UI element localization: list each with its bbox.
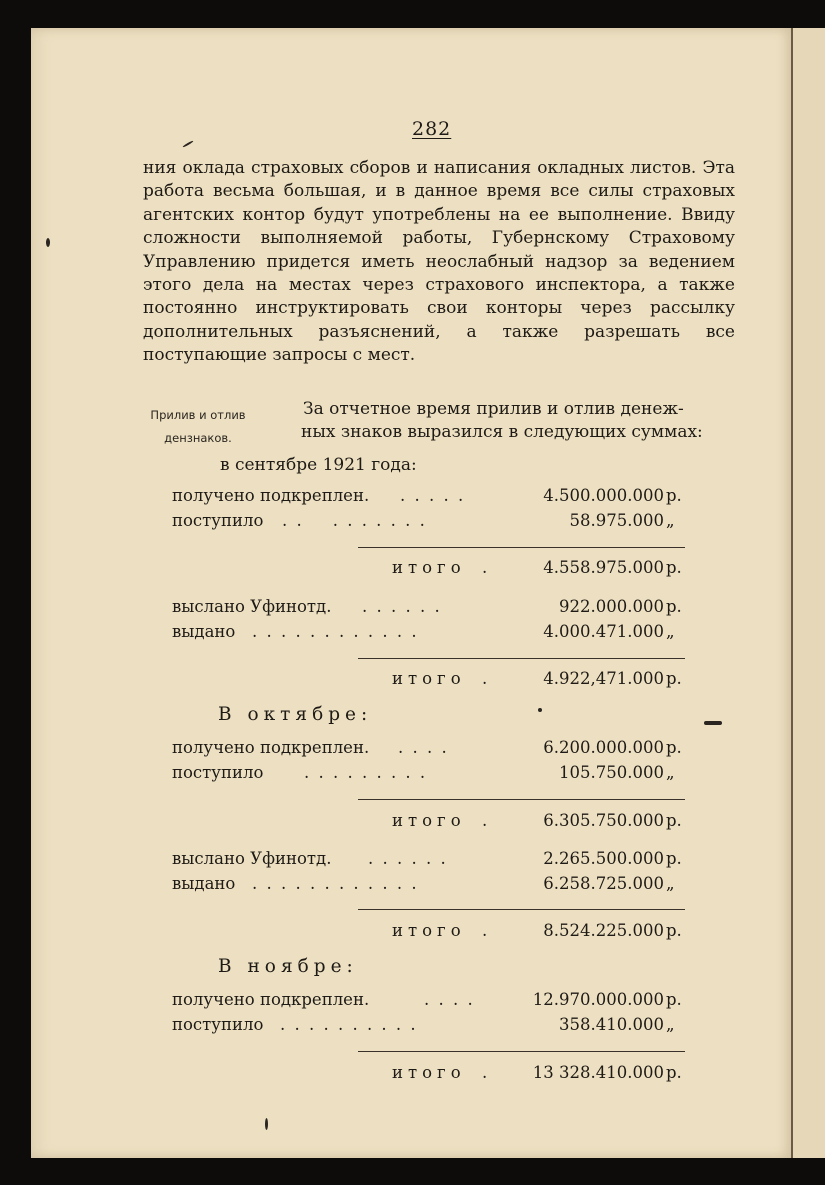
total-amount: 4.558.975.000 xyxy=(543,558,664,577)
row-label: выдано xyxy=(172,622,236,641)
margin-note xyxy=(128,404,268,450)
leader-dots: . . . . xyxy=(398,738,449,757)
total-unit: р. xyxy=(666,669,682,688)
leader-dots: . . . . . . . . . . . . xyxy=(252,622,419,641)
leader-dots: . . . . . . xyxy=(368,849,448,868)
sum-rule xyxy=(358,799,685,800)
row-amount: 4.500.000.000 xyxy=(543,486,664,505)
row-amount: 6.200.000.000 xyxy=(543,738,664,757)
paper-speck xyxy=(704,721,722,725)
total-amount: 8.524.225.000 xyxy=(543,921,664,940)
margin-note-line-2: дензнаков. xyxy=(164,431,232,445)
ledger-row xyxy=(172,736,692,760)
total-amount: 4.922,471.000 xyxy=(543,669,664,688)
row-unit: „ xyxy=(666,874,675,893)
total-unit: р. xyxy=(666,558,682,577)
november-heading: В ноябре: xyxy=(218,956,358,977)
sum-rule xyxy=(358,1051,685,1052)
row-unit: р. xyxy=(666,486,682,505)
sum-rule xyxy=(358,658,685,659)
total-unit: р. xyxy=(666,921,682,940)
ledger-row xyxy=(172,988,692,1012)
margin-note-line-1: Прилив и отлив xyxy=(150,408,246,422)
body-paragraph: ния оклада страховых сборов и написания окладных листов. Эта работа весьма большая, и в данное время все силы страховых агентских контор будут употреблены на ее выполнение. Ввиду сложности выполняемой работы, Губернскому Страховому Управлению придется иметь неослабный надзор за ведением этого дела на местах через страхового инспектора, а также постоянно инструктировать свои конторы через рассылку дополнительных разъяснений, а также разрешать все поступающие запросы с мест. xyxy=(143,158,735,366)
leader-dots: . . . . . . . . . xyxy=(282,511,427,530)
paper-speck xyxy=(265,1118,268,1130)
leader-dots: . . . . . . . . . xyxy=(304,763,428,782)
total-row: итого . 4.558.975.000 р. xyxy=(172,556,692,580)
leader-dots: . . . . . . . . . . . . xyxy=(252,874,419,893)
october-heading: В октябре: xyxy=(218,704,373,725)
sum-rule xyxy=(358,547,685,548)
total-amount: 13 328.410.000 xyxy=(532,1063,664,1082)
ledger-row xyxy=(172,761,692,785)
row-amount: 6.258.725.000 xyxy=(543,874,664,893)
ledger-row xyxy=(172,1013,692,1037)
total-label: итого xyxy=(392,811,466,830)
paper-speck xyxy=(538,708,542,712)
leader-dots: . . . . . xyxy=(400,486,466,505)
total-row: итого . 13 328.410.000 р. xyxy=(172,1061,692,1085)
row-label: поступило xyxy=(172,1015,264,1034)
total-label: итого xyxy=(392,921,466,940)
row-unit: р. xyxy=(666,990,682,1009)
intro-line-2: ных знаков выразился в следующих суммах: xyxy=(301,422,703,443)
row-unit: „ xyxy=(666,622,675,641)
total-unit: р. xyxy=(666,811,682,830)
total-row: итого . 8.524.225.000 р. xyxy=(172,919,692,943)
leader-dots: . . . . . . . . . . xyxy=(280,1015,418,1034)
row-unit: р. xyxy=(666,738,682,757)
row-unit: „ xyxy=(666,511,675,530)
intro-text xyxy=(303,398,736,445)
total-label: итого xyxy=(392,558,466,577)
row-unit: „ xyxy=(666,763,675,782)
september-heading: в сентябре 1921 года: xyxy=(220,455,417,475)
row-amount: 58.975.000 xyxy=(569,511,664,530)
row-unit: „ xyxy=(666,1015,675,1034)
page-number: 282 xyxy=(412,118,452,140)
total-label: итого xyxy=(392,1063,466,1082)
adjacent-page-edge xyxy=(791,28,825,1158)
row-label: получено подкреплен. xyxy=(172,990,370,1009)
row-label: поступило xyxy=(172,511,264,530)
paper-speck xyxy=(46,238,50,247)
ledger-row xyxy=(172,872,692,896)
row-label: поступило xyxy=(172,763,264,782)
leader-dots: . . . . xyxy=(424,990,475,1009)
total-row: итого . 6.305.750.000 р. xyxy=(172,809,692,833)
row-amount: 4.000.471.000 xyxy=(543,622,664,641)
total-amount: 6.305.750.000 xyxy=(543,811,664,830)
row-label: выслано Уфинотд. xyxy=(172,849,332,868)
row-amount: 922.000.000 xyxy=(559,597,664,616)
total-row: итого . 4.922,471.000 р. xyxy=(172,667,692,691)
row-label: получено подкреплен. xyxy=(172,738,370,757)
row-label: выслано Уфинотд. xyxy=(172,597,332,616)
row-amount: 105.750.000 xyxy=(559,763,664,782)
row-label: выдано xyxy=(172,874,236,893)
leader-dots: . . . . . . xyxy=(362,597,442,616)
row-amount: 358.410.000 xyxy=(559,1015,664,1034)
ledger-row xyxy=(172,509,692,533)
ledger-row xyxy=(172,484,692,508)
total-unit: р. xyxy=(666,1063,682,1082)
sum-rule xyxy=(358,909,685,910)
row-label: получено подкреплен. xyxy=(172,486,370,505)
intro-line-1: За отчетное время прилив и отлив денеж- xyxy=(303,399,684,419)
row-amount: 2.265.500.000 xyxy=(543,849,664,868)
row-unit: р. xyxy=(666,849,682,868)
ledger-row xyxy=(172,620,692,644)
ledger-row xyxy=(172,595,692,619)
ledger-row xyxy=(172,847,692,871)
row-amount: 12.970.000.000 xyxy=(532,990,664,1009)
row-unit: р. xyxy=(666,597,682,616)
total-label: итого xyxy=(392,669,466,688)
